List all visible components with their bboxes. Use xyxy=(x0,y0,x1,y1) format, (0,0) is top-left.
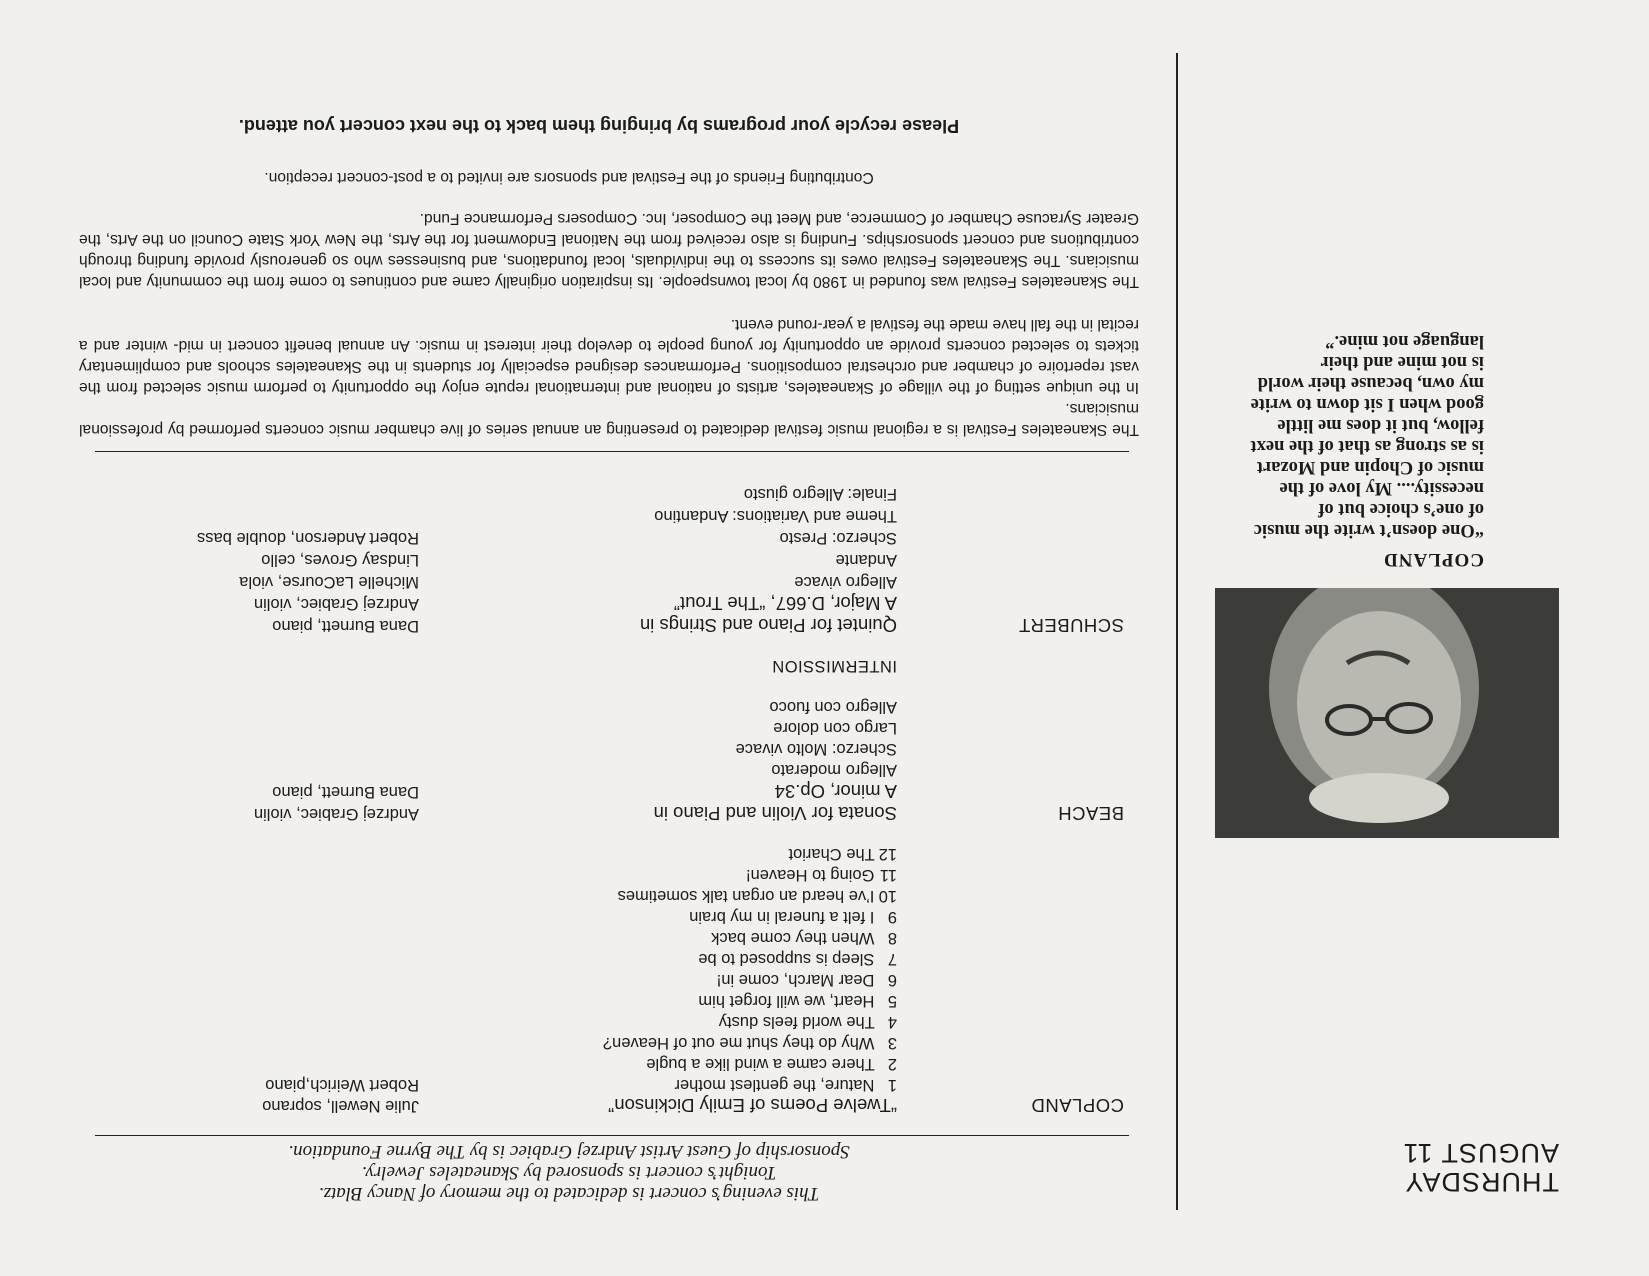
song-item xyxy=(646,1053,897,1074)
song-title: Heart, we will forget him xyxy=(698,992,875,1010)
dedication-line: This evening’s concert is dedicated to the memory of Nancy Blatz. xyxy=(318,1183,820,1204)
quote-line: is not mine and their xyxy=(1320,352,1484,372)
performer: Andrzej Grabiec, violin xyxy=(253,595,419,613)
song-title: I’ve heard an organ talk sometimes xyxy=(617,887,875,905)
song-title: Going to Heaven! xyxy=(745,866,875,884)
quote-author: COPLAND xyxy=(1383,549,1484,570)
composer-copland: COPLAND xyxy=(1031,1095,1124,1116)
reception-note: Contributing Friends of the Festival and sponsors are invited to a post-concert reception. xyxy=(264,169,874,186)
quote-line: “One doesn’t write the music xyxy=(1253,520,1484,540)
quote-line: is as strong as that of the next xyxy=(1250,436,1484,456)
quote-line: good when I sit down to write xyxy=(1250,394,1484,414)
movement: Largo con dolore xyxy=(773,719,897,737)
song-item xyxy=(719,1011,897,1032)
song-number: 5 xyxy=(887,992,897,1010)
concert-date xyxy=(1402,1138,1559,1196)
dedication-line: Tonight’s concert is sponsored by Skaneateles Jewelry. xyxy=(361,1162,777,1183)
song-item xyxy=(788,843,897,864)
quote-line: of one’s choice but of xyxy=(1318,499,1484,519)
song-number: 7 xyxy=(887,950,897,968)
song-item xyxy=(698,948,897,969)
quote-line: language not mine.” xyxy=(1325,331,1484,351)
song-item xyxy=(711,927,897,948)
song-title: Sleep is supposed to be xyxy=(698,950,875,968)
song-title: There came a wind like a bugle xyxy=(646,1055,875,1073)
song-number: 3 xyxy=(887,1034,897,1052)
song-number: 12 xyxy=(878,845,897,863)
song-title: When they come back xyxy=(711,929,875,947)
work-title: Quintet for Piano and Strings in xyxy=(639,615,897,636)
work-key: A Major, D.667, “The Trout” xyxy=(673,593,897,614)
movement: Finale: Allegro giusto xyxy=(743,485,897,503)
song-item xyxy=(618,885,897,906)
performer: Robert Weirich,piano xyxy=(265,1076,419,1094)
song-title: Why do they shut me out of Heaven? xyxy=(602,1034,875,1052)
quote-line: music of Chopin and Mozart xyxy=(1256,457,1484,477)
performer: Dana Burnett, piano xyxy=(272,783,419,801)
divider-bottom xyxy=(95,451,1129,452)
about-paragraph-2: In the unique setting of the village of Skaneateles, artists of national and international repute enjoy the opportunity to perform music selected from the vast repertoire of chamber and orchestral compositions. Performances designed especially for students in the Skaneateles schools and complimentary tickets to selected concerts provide an opportunity for young people to develop their interest in music. An annual benefit concert in mid- winter and a recital in the fall have made the festival a year-round event. xyxy=(79,316,1139,396)
song-item xyxy=(698,990,897,1011)
portrait-photo xyxy=(1215,588,1559,838)
weekday: THURSDAY xyxy=(1404,1167,1559,1197)
performer: Andrzej Grabiec, violin xyxy=(253,805,419,823)
song-number: 11 xyxy=(879,866,897,884)
song-number: 1 xyxy=(887,1076,897,1094)
song-number: 10 xyxy=(878,887,897,905)
composer-beach: BEACH xyxy=(1057,803,1124,824)
song-item xyxy=(746,864,897,885)
composer-schubert: SCHUBERT xyxy=(1018,615,1124,636)
work-key: A minor, Op.34 xyxy=(774,781,897,802)
song-item xyxy=(717,969,897,990)
performer: Lindsay Groves, cello xyxy=(261,551,419,569)
work-title: “Twelve Poems of Emily Dickinson” xyxy=(608,1095,897,1116)
about-paragraph-3: The Skaneateles Festival was founded in 1980 by local townspeople. Its inspiration originally came and continues to come from the community and local musicians. The Skaneateles Festival owes its success to the individuals, local foundations, and businesses who so generously provide funding through contributions and concert sponsorships. Funding is also received from the National Endowment for the Arts, the New York State Council on the Arts, the Greater Syracuse Chamber of Commerce, and Meet the Composer, Inc. Composers Performance Fund. xyxy=(79,210,1139,290)
performer: Robert Anderson, double bass xyxy=(197,529,419,547)
movement: Theme and Variations: Andantino xyxy=(654,507,897,525)
song-item xyxy=(689,906,897,927)
song-number: 2 xyxy=(887,1055,897,1073)
movement: Allegro moderato xyxy=(771,761,897,779)
song-title: The world feels dusty xyxy=(718,1013,875,1031)
movement: Allegro vivace xyxy=(794,573,897,591)
composer-quote xyxy=(1184,330,1484,540)
song-number: 6 xyxy=(887,971,897,989)
movement: Scherzo: Molto vivace xyxy=(735,740,897,758)
dedication xyxy=(49,1141,1089,1204)
movement: Allegro con fuoco xyxy=(769,698,897,716)
intermission: INTERMISSION xyxy=(771,657,897,675)
song-item xyxy=(603,1032,897,1053)
work-title: Sonata for Violin and Piano in xyxy=(653,803,897,824)
about-paragraph-1: The Skaneateles Festival is a regional music festival dedicated to presenting an annual series of live chamber music concerts performed by professional musicians. xyxy=(79,400,1139,438)
performer: Julie Newell, soprano xyxy=(262,1097,419,1115)
song-number: 8 xyxy=(887,929,897,947)
song-title: The Chariot xyxy=(788,845,875,863)
divider-top xyxy=(95,1135,1129,1136)
song-title: Nature, the gentlest mother xyxy=(674,1076,875,1094)
quote-line: necessity.... My love of the xyxy=(1279,478,1484,498)
song-title: I felt a funeral in my brain xyxy=(689,908,875,926)
date: AUGUST 11 xyxy=(1402,1138,1559,1168)
song-number: 9 xyxy=(887,908,897,926)
movement: Andante xyxy=(835,551,897,569)
dedication-line: Sponsorship of Guest Artist Andrzej Grabiec is by The Byrne Foundation. xyxy=(288,1141,850,1162)
composer-portrait xyxy=(1215,588,1559,838)
song-title: Dear March, come in! xyxy=(716,971,875,989)
movement: Scherzo: Presto xyxy=(779,529,897,547)
song-item xyxy=(674,1074,897,1095)
quote-line: fellow, but it does me little xyxy=(1277,415,1484,435)
performer: Michelle LaCourse, viola xyxy=(239,573,419,591)
performer: Dana Burnett, piano xyxy=(272,617,419,635)
quote-line: my own, because their world xyxy=(1257,373,1484,393)
recycle-note: Please recycle your programs by bringing them back to the next concert you attend. xyxy=(238,116,960,136)
song-number: 4 xyxy=(887,1013,897,1031)
vertical-divider xyxy=(1176,53,1178,1210)
